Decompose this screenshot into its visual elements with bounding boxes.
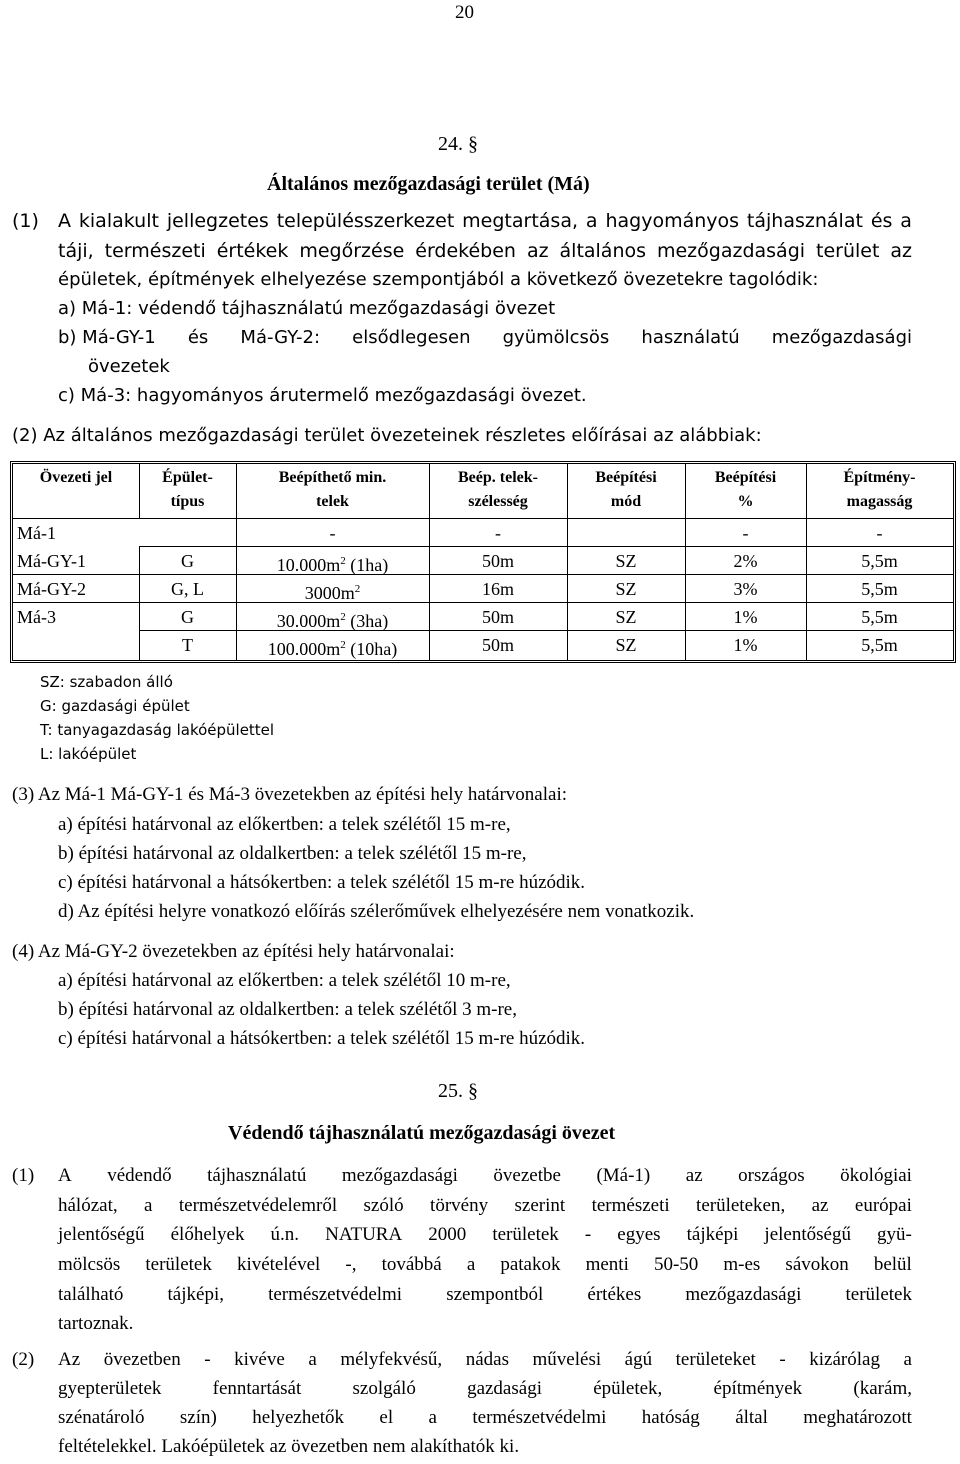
- s25-p1-line-1: A védendő tájhasználatú mezőgazdasági övezetbe (Má-1) az országos ökológiai: [58, 1165, 912, 1186]
- table-cell-mag: -: [876, 523, 883, 543]
- s24-p3-item-c: c) építési határvonal a hátsókertben: a telek szélétől 15 m-re húzódik.: [58, 872, 586, 893]
- s24-p1-number: (1): [12, 210, 39, 232]
- table-cell-pct: 2%: [733, 551, 758, 571]
- table-cell-mod: SZ: [615, 607, 637, 627]
- section-25-title: Védendő tájhasználatú mezőgazdasági övezet: [228, 1122, 616, 1144]
- table-cell-telek: $10.000m^2$ (1ha): [276, 555, 389, 575]
- section-24-title: Általános mezőgazdasági terület (Má): [267, 173, 590, 195]
- zoning-table: [10, 461, 956, 663]
- s24-p1-line-3: épületek, építmények elhelyezése szempontjából a következő övezetekre tagolódik:: [58, 269, 819, 290]
- s24-p3-item-a: a) építési határvonal az előkertben: a telek szélétől 15 m-re,: [58, 814, 511, 835]
- s25-p2-number: (2): [12, 1349, 35, 1370]
- legend-l: L: lakóépület: [40, 745, 137, 763]
- table-cell-mag: 5,5m: [861, 579, 898, 599]
- th-beepitesi-pct: Beépítési %: [714, 469, 777, 510]
- th-telekszelesseg: Beép. telek- szélesség: [458, 469, 538, 510]
- s25-p2-line-3: szénatároló szín) helyezhetők el a természetvédelmi hatóság által meghatározott: [58, 1407, 912, 1428]
- th-epulet-tipus: Épület- típus: [162, 469, 213, 510]
- table-cell-telek: -: [329, 523, 336, 543]
- legend-sz: SZ: szabadon álló: [40, 673, 173, 691]
- table-cell-tipus: G: [181, 551, 194, 571]
- table-cell-jel: Má-GY-1: [17, 551, 86, 571]
- s25-p1-line-4: mölcsös területek kivételével -, továbbá a patakok menti 50-50 m-es sávokon belül: [58, 1254, 912, 1275]
- s25-p1-line-2: hálózat, a természetvédelemről szóló törvény szerint természeti területeken, az európai: [58, 1195, 912, 1216]
- legend-g: G: gazdasági épület: [40, 697, 190, 715]
- table-cell-mod: SZ: [615, 635, 637, 655]
- s25-p1-line-5: található tájképi, természetvédelmi szempontból értékes mezőgazdasági területek: [58, 1284, 912, 1305]
- table-cell-szel: 50m: [481, 635, 514, 655]
- s24-item-a: a) Má-1: védendő tájhasználatú mezőgazdasági övezet: [58, 298, 556, 319]
- table-cell-mag: 5,5m: [861, 607, 898, 627]
- table-cell-mod: SZ: [615, 551, 637, 571]
- table-cell-tipus: G: [181, 607, 194, 627]
- table-cell-jel: Má-3: [17, 607, 56, 627]
- table-cell-jel: Má-GY-2: [17, 579, 86, 599]
- s24-p3-item-d: d) Az építési helyre vonatkozó előírás szélerőművek elhelyezésére nem vonatkozik.: [58, 901, 695, 922]
- table-cell-mod: SZ: [615, 579, 637, 599]
- table-cell-jel: Má-1: [17, 523, 56, 543]
- table-cell-telek: $100.000m^2$ (10ha): [267, 639, 398, 659]
- s24-p3-item-b: b) építési határvonal az oldalkertben: a telek szélétől 15 m-re,: [58, 843, 527, 864]
- th-beepitesi-mod: Beépítési mód: [595, 469, 657, 510]
- table-cell-telek: $3000m^2$: [304, 583, 361, 603]
- table-cell-telek: $30.000m^2$ (3ha): [276, 611, 389, 631]
- table-cell-szel: 16m: [481, 579, 514, 599]
- th-ovezeti-jel: Övezeti jel: [39, 469, 113, 486]
- table-cell-tipus: T: [182, 635, 193, 655]
- table-cell-szel: -: [495, 523, 501, 543]
- s24-p4-item-b: b) építési határvonal az oldalkertben: a telek szélétől 3 m-re,: [58, 999, 517, 1020]
- table-cell-szel: 50m: [481, 607, 514, 627]
- s24-p4-item-a: a) építési határvonal az előkertben: a telek szélétől 10 m-re,: [58, 970, 511, 991]
- section-24-number: 24. §: [438, 133, 478, 155]
- th-epitmenymagassag: Építmény- magasság: [843, 469, 916, 510]
- s24-p4-item-c: c) építési határvonal a hátsókertben: a telek szélétől 15 m-re húzódik.: [58, 1028, 586, 1049]
- table-cell-pct: 1%: [733, 635, 758, 655]
- s25-p1-number: (1): [12, 1165, 35, 1186]
- s25-p1-line-3: jelentőségű élőhelyek ú.n. NATURA 2000 területek - egyes tájképi jelentőségű gyü-: [58, 1224, 912, 1245]
- page-number: 20: [455, 2, 474, 23]
- table-cell-mag: 5,5m: [861, 551, 898, 571]
- th-min-telek: Beépíthető min. telek: [278, 469, 387, 510]
- s25-p2-line-4: feltételekkel. Lakóépületek az övezetben nem alakíthatók ki.: [58, 1436, 520, 1457]
- table-cell-pct: 3%: [733, 579, 758, 599]
- table-cell-pct: 1%: [733, 607, 758, 627]
- s24-item-c: c) Má-3: hagyományos árutermelő mezőgazdasági övezet.: [58, 385, 587, 406]
- s24-p1-line-1: A kialakult jellegzetes településszerkezet megtartása, a hagyományos tájhasználat és a: [58, 210, 912, 232]
- s24-item-b: b) Má-GY-1 és Má-GY-2: elsődlegesen gyümölcsös használatú mezőgazdasági: [58, 327, 912, 348]
- s25-p2-line-2: gyepterületek fenntartását szolgáló gazdasági épületek, építmények (karám,: [58, 1378, 912, 1399]
- s25-p2-line-1: Az övezetben - kivéve a mélyfekvésű, nádas művelési ágú területeket - kizárólag a: [58, 1349, 912, 1370]
- s24-p3-head: (3) Az Má-1 Má-GY-1 és Má-3 övezetekben az építési hely határvonalai:: [12, 784, 568, 805]
- section-25-number: 25. §: [438, 1080, 478, 1102]
- table-cell-tipus: G, L: [171, 579, 204, 599]
- s25-p1-line-6: tartoznak.: [58, 1313, 134, 1334]
- table-cell-szel: 50m: [481, 551, 514, 571]
- legend-t: T: tanyagazdaság lakóépülettel: [40, 721, 275, 739]
- s24-p1-line-2: táji, természeti értékek megőrzése érdekében az általános mezőgazdasági terület az: [58, 240, 912, 262]
- table-cell-mag: 5,5m: [861, 635, 898, 655]
- s24-item-b-cont: övezetek: [88, 356, 170, 377]
- table-cell-pct: -: [742, 523, 749, 543]
- s24-p4-head: (4) Az Má-GY-2 övezetekben az építési hely határvonalai:: [12, 941, 455, 962]
- s24-p2: (2) Az általános mezőgazdasági terület övezeteinek részletes előírásai az alábbiak:: [12, 425, 762, 446]
